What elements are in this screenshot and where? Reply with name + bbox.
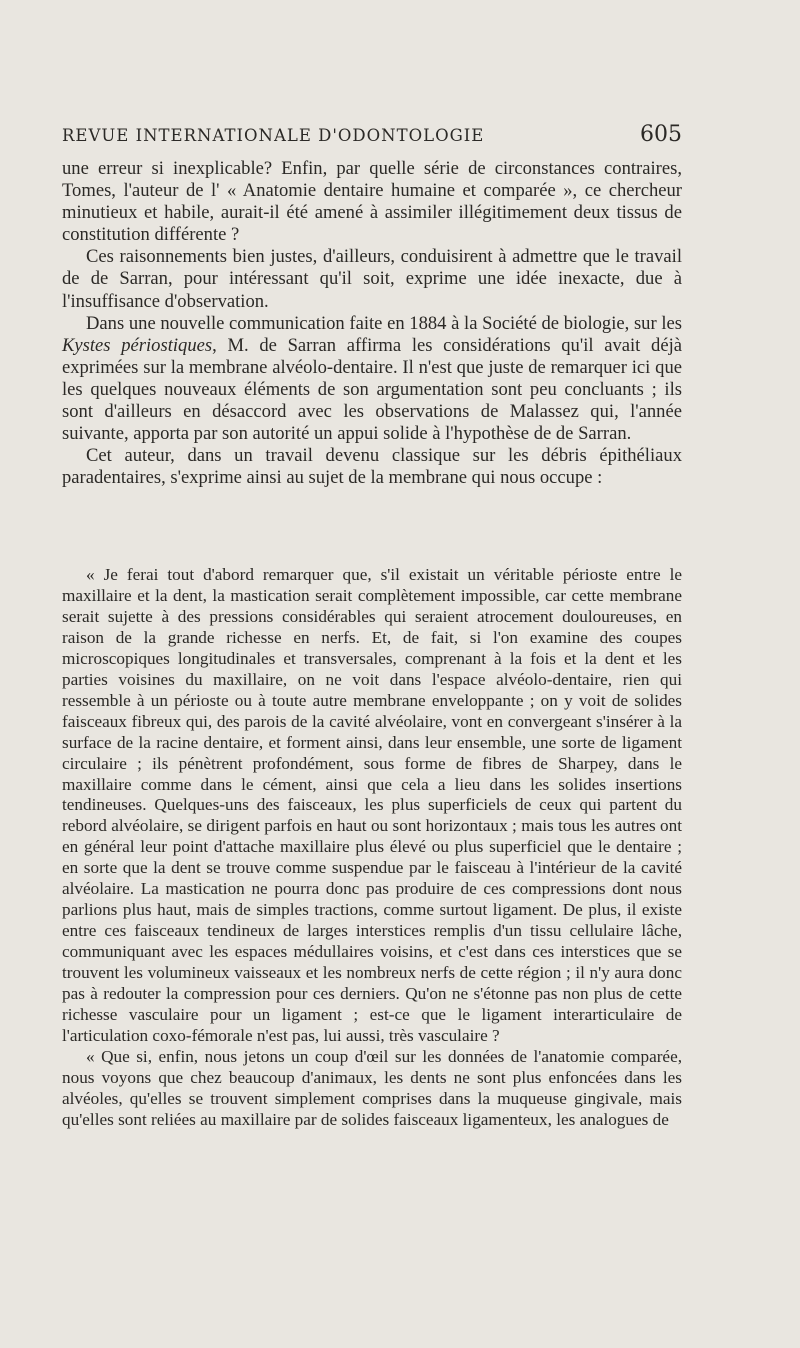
running-title: REVUE INTERNATIONALE D'ODONTOLOGIE <box>62 126 485 145</box>
body-text <box>62 158 682 489</box>
page-header <box>62 122 682 147</box>
paragraph-3-text-a: Dans une nouvelle communication faite en 1884 à la Société de biologie, sur les <box>86 312 682 334</box>
paragraph-3-italic-title: Kystes périostiques <box>62 334 213 356</box>
paragraph-1: une erreur si inexplicable? Enfin, par quelle série de circonstances contraires, Tomes, l'auteur de l' « Anatomie dentaire humaine et comparée », ce chercheur minutieux et habile, aurait-il été amené à assimiler illégitimement deux tissus de constitution différente ? <box>62 158 682 246</box>
block-quote <box>62 565 682 1131</box>
quote-paragraph-1: « Je ferai tout d'abord remarquer que, s'il existait un véritable périoste entre le maxillaire et la dent, la mastication serait complètement impossible, car cette membrane serait sujette à des pressions considérables qui seraient atrocement douloureuses, en raison de la grande richesse en nerfs. Et, de fait, si l'on examine des coupes microscopiques longitudinales et transversales, comprenant à la fois et la dent et les parties voisines du maxillaire, on ne voit dans l'espace alvéolo-dentaire, rien qui ressemble à un périoste ou à toute autre membrane enveloppante ; on y voit de solides faisceaux fibreux qui, des parois de la cavité alvéolaire, vont en convergeant s'insérer à la surface de la racine dentaire, et forment ainsi, dans leur ensemble, une sorte de ligament circulaire ; ils pénètrent profondément, sous forme de fibres de Sharpey, dans le maxillaire comme dans le cément, ainsi que cela a lieu dans les solides insertions tendineuses. Quelques-uns des faisceaux, les plus superficiels de ceux qui partent du rebord alvéolaire, se dirigent parfois en haut ou sont horizontaux ; mais tous les autres ont en général leur point d'attache maxillaire plus élevé ou plus superficiel que le dentaire ; en sorte que la dent se trouve comme suspendue par le faisceau à l'intérieur de la cavité alvéolaire. La mastication ne pourra donc pas produire de ces compressions dont nous parlions plus haut, mais de simples tractions, comme surtout ligament. De plus, il existe entre ces faisceaux tendineux de larges interstices remplis d'un tissu cellulaire lâche, communiquant avec les espaces médullaires voisins, et c'est dans ces interstices que se trouvent les volumineux vaisseaux et les nombreux nerfs de cette région ; il n'y aura donc pas à redouter la compression pour ces derniers. Qu'on ne s'étonne pas non plus de cette richesse vasculaire pour un ligament ; est-ce que le ligament interarticulaire de l'articulation coxo-fémorale n'est pas, lui aussi, très vasculaire ? <box>62 565 682 1045</box>
quote-paragraph-2: « Que si, enfin, nous jetons un coup d'œil sur les données de l'anatomie comparée, nous voyons que chez beaucoup d'animaux, les dents ne sont plus enfoncées dans les alvéoles, qu'elles se trouvent simplement comprises dans la muqueuse gingivale, mais qu'elles sont reliées au maxillaire par de solides faisceaux ligamenteux, les analogues de <box>62 1046 682 1129</box>
paragraph-3-text-b: , M. de Sarran affirma les considérations qu'il avait déjà exprimées sur la membrane alvéolo-dentaire. Il n'est que juste de remarquer ici que les quelques nouveaux éléments de son argumentation sont peu concluants ; ils sont d'ailleurs en désaccord avec les observations de Malassez qui, l'année suivante, apporta par son autorité un appui solide à l'hypothèse de de Sarran. <box>62 334 683 445</box>
page-number: 605 <box>640 122 682 147</box>
paragraph-4: Cet auteur, dans un travail devenu classique sur les débris épithéliaux paradentaires, s'exprime ainsi au sujet de la membrane qui nous occupe : <box>62 445 682 489</box>
paragraph-2: Ces raisonnements bien justes, d'ailleurs, conduisirent à admettre que le travail de de Sarran, pour intéressant qu'il soit, exprime une idée inexacte, due à l'insuffisance d'observation. <box>62 246 682 312</box>
paragraph-3 <box>62 313 682 446</box>
